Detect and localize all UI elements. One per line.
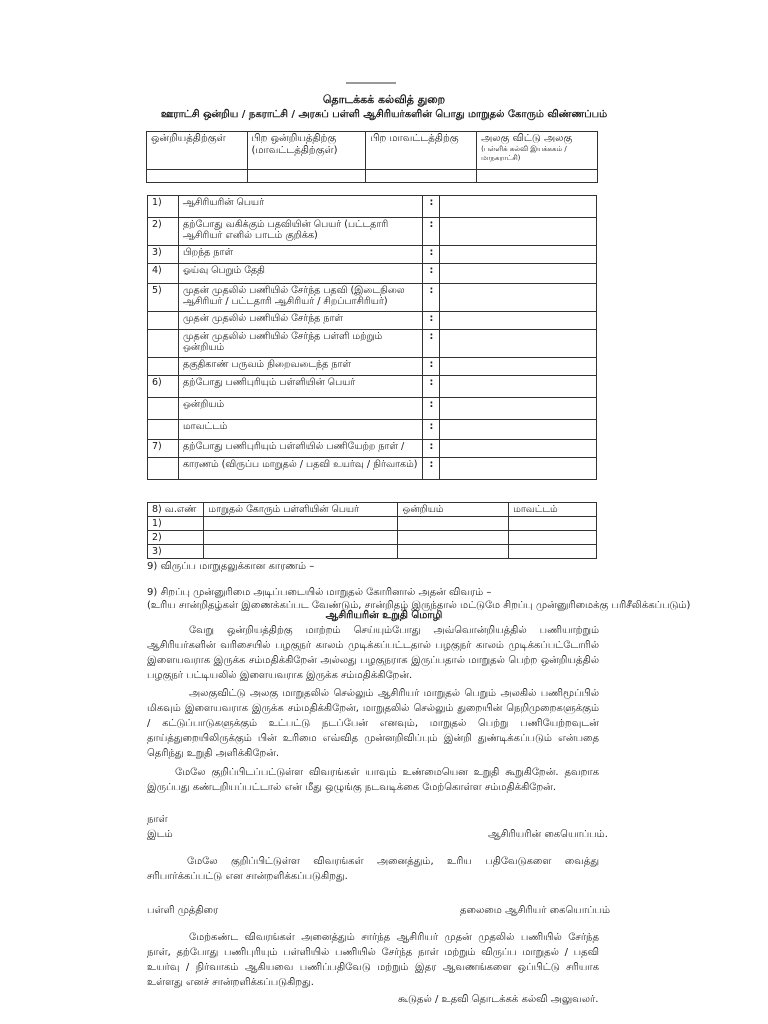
page-title: தொடக்கக் கல்வித் துறை: [322, 93, 446, 106]
choice-unit-label: அலகு விட்டு அலகு: [481, 133, 573, 144]
row-colon: :: [423, 440, 440, 458]
row-num: 2): [148, 218, 179, 246]
xfer-cell[interactable]: [204, 545, 398, 559]
row-label: காரணம் (விருப்ப மாறுதல் / பதவி உயர்வு / நிர்வாகம்): [178, 458, 422, 480]
row-colon: :: [423, 284, 440, 312]
choice-other-district: பிற மாவட்டத்திற்கு: [366, 132, 477, 170]
row-colon: :: [423, 398, 440, 420]
row-value[interactable]: [440, 218, 597, 246]
xfer-cell[interactable]: [204, 531, 398, 545]
xfer-cell[interactable]: [398, 517, 509, 531]
choice-cell[interactable]: [366, 170, 477, 183]
row-label: தற்போது பணிபுரியும் பள்ளியில் பணியேற்ற நாள் /: [178, 440, 422, 458]
row-label: ஓய்வு பெறும் தேதி: [178, 264, 422, 284]
row-value[interactable]: [440, 246, 597, 264]
row-colon: :: [423, 420, 440, 440]
row-num: [148, 312, 179, 330]
xfer-row-num: 3): [148, 545, 204, 559]
item9a-label: 9) விருப்ப மாறுதலுக்கான காரணம் –: [147, 561, 315, 572]
choice-cell[interactable]: [477, 170, 598, 183]
row-value[interactable]: [440, 376, 597, 398]
xfer-row-num: 2): [148, 531, 204, 545]
choice-cell[interactable]: [147, 170, 248, 183]
row-label: தகுதிகாண் பருவம் நிறைவடைந்த நாள்: [178, 358, 422, 376]
xfer-header-union: ஒன்றியம்: [398, 503, 509, 517]
xfer-header-district: மாவட்டம்: [509, 503, 597, 517]
row-num: [148, 458, 179, 480]
row-num: [148, 398, 179, 420]
row-colon: :: [423, 376, 440, 398]
row-num: [148, 358, 179, 376]
transfer-type-table: [146, 131, 598, 183]
row-label: முதன் முதலில் பணியில் சேர்ந்த நாள்: [178, 312, 422, 330]
pledge-paragraph-3: மேலே குறிப்பிடப்பட்டுள்ள விவரங்கள் யாவும் உண்மையென உறுதி கூறுகிறேன். தவறாக இருப்பது கண்டறியப்பட்டால் என் மீது ஒழுங்கு நடவடிக்கை மேற்கொள்ள சம்மதிக்கிறேன்.: [147, 767, 599, 793]
row-value[interactable]: [440, 264, 597, 284]
teacher-info-table: [147, 195, 597, 480]
transfer-school-table: [147, 502, 597, 559]
row-colon: :: [423, 218, 440, 246]
place-label: இடம்: [147, 829, 173, 840]
officer-signature-label: கூடுதல் / உதவி தொடக்கக் கல்வி அலுவலர்.: [398, 994, 599, 1005]
choice-other-union: பிற ஒன்றியத்திற்கு (மாவட்டத்திற்குள்): [247, 132, 366, 170]
officer-certification-paragraph: மேற்கண்ட விவரங்கள் அனைத்தும் சார்ந்த ஆசிரியர் முதன் முதலில் பணியில் சேர்ந்த நாள், தற்போது பணிபுரியும் பள்ளியில் பணியில் சேர்ந்த நாள் மற்றும் விருப்ப மாறுதல் / பதவி உயர்வு / நிர்வாகம் ஆகியவை பணிப்பதிவேடு மற்றும் இதர ஆவணங்களை ஒப்பிட்டு சரியாக உள்ளது எனச் சான்றளிக்கப்படுகிறது.: [147, 932, 599, 988]
row-label: முதன் முதலில் பணியில் சேர்ந்த பள்ளி மற்றும் ஒன்றியம்: [178, 330, 422, 358]
row-num: 3): [148, 246, 179, 264]
choice-unit-note: (பள்ளிக் கல்வி இயக்ககம் / மாநகராட்சி): [481, 145, 567, 162]
row-colon: :: [423, 358, 440, 376]
row-value[interactable]: [440, 440, 597, 458]
row-value[interactable]: [440, 420, 597, 440]
row-num: 1): [148, 196, 179, 218]
hm-signature-label: தலைமை ஆசிரியர் கையொப்பம்: [460, 905, 610, 916]
row-num: [148, 330, 179, 358]
row-value[interactable]: [440, 398, 597, 420]
row-num: 6): [148, 376, 179, 398]
item9b-label: 9) சிறப்பு முன்னுரிமை அடிப்படையில் மாறுதல் கோரினால் அதன் விவரம் –: [147, 587, 492, 598]
xfer-cell[interactable]: [204, 517, 398, 531]
xfer-cell[interactable]: [509, 517, 597, 531]
xfer-cell[interactable]: [509, 545, 597, 559]
xfer-cell[interactable]: [398, 531, 509, 545]
row-value[interactable]: [440, 330, 597, 358]
choice-unit-to-unit: [477, 132, 598, 170]
row-colon: :: [423, 312, 440, 330]
row-colon: :: [423, 330, 440, 358]
item9b-note: (உரிய சான்றிதழ்கள் இணைக்கப்பட வேண்டும், சான்றிதழ் இருந்தால் மட்டுமே சிறப்பு முன்னுரிமைக்கு பரிசீலிக்கப்படும்): [147, 600, 691, 611]
row-colon: :: [423, 458, 440, 480]
school-seal-label: பள்ளி முத்திரை: [147, 905, 219, 916]
row-value[interactable]: [440, 458, 597, 480]
choice-within-union: ஒன்றியத்திற்குள்: [147, 132, 248, 170]
row-num: [148, 420, 179, 440]
row-colon: :: [423, 196, 440, 218]
row-label: மாவட்டம்: [178, 420, 422, 440]
row-value[interactable]: [440, 312, 597, 330]
row-label: முதன் முதலில் பணியில் சேர்ந்த பதவி (இடைநிலை ஆசிரியர் / பட்டதாரி ஆசிரியர் / சிறப்பாசிரியர்): [178, 284, 422, 312]
row-label: பிறந்த நாள்: [178, 246, 422, 264]
pledge-title: ஆசிரியரின் உறுதி மொழி: [325, 610, 443, 621]
row-num: 4): [148, 264, 179, 284]
pledge-paragraph-1: வேறு ஒன்றியத்திற்கு மாற்றம் செய்யும்போது அவ்வொன்றியத்தில் பணியாற்றும் ஆசிரியர்களின் வரிசையில் பழகுநர் காலம் முடிக்கப்பட்டதால் பழகுநர் காலம் முடிக்கப்பட்டோரில் இளையவராக இருக்க சம்மதிக்கிறேன் அல்லது பழகுநராக இருப்பதால் மாறுதல் பெற்ற ஒன்றியத்தில் பழகுநர் பட்டியலில் இளையவராக இருக்க சம்மதிக்கிறேன்.: [147, 625, 599, 681]
row-value[interactable]: [440, 358, 597, 376]
row-label: தற்போது பணிபுரியும் பள்ளியின் பெயர்: [178, 376, 422, 398]
row-label: ஆசிரியரின் பெயர்: [178, 196, 422, 218]
row-num: 7): [148, 440, 179, 458]
xfer-cell[interactable]: [398, 545, 509, 559]
xfer-header-school: மாறுதல் கோரும் பள்ளியின் பெயர்: [204, 503, 398, 517]
row-colon: :: [423, 246, 440, 264]
xfer-row-num: 1): [148, 517, 204, 531]
row-num: 5): [148, 284, 179, 312]
stamp-mark: [346, 82, 396, 84]
teacher-signature-label: ஆசிரியரின் கையொப்பம்.: [488, 829, 608, 840]
page-subtitle: ஊராட்சி ஒன்றிய / நகராட்சி / அரசுப் பள்ளி ஆசிரியர்களின் பொது மாறுதல் கோரும் விண்ணப்பம்: [160, 109, 608, 120]
xfer-header-sno: 8) வ.எண்: [148, 503, 204, 517]
verification-paragraph: மேலே குறிப்பிட்டுள்ள விவரங்கள் அனைத்தும், உரிய பதிவேடுகளை வைத்து சரிபார்க்கப்பட்டு என சான்றளிக்கப்படுகிறது.: [147, 856, 599, 882]
row-label: ஒன்றியம்: [178, 398, 422, 420]
row-value[interactable]: [440, 196, 597, 218]
row-colon: :: [423, 264, 440, 284]
date-label: நாள்: [147, 814, 168, 825]
choice-cell[interactable]: [247, 170, 366, 183]
row-value[interactable]: [440, 284, 597, 312]
pledge-paragraph-2: அலகுவிட்டு அலகு மாறுதலில் செல்லும் ஆசிரியர் மாறுதல் பெறும் அலகில் பணிமூப்பில் மிகவும் இளையவராக இருக்க சம்மதிக்கிறேன், மாறுதலில் செல்லும் துறையின் நெறிமுறைகளுக்கும் / கட்டுப்பாடுகளுக்கும் உட்பட்டு நடப்பேன் எனவும், மாறுதல் பெற்று பணியேற்றவுடன் தாய்த்துறையிலிருக்கும் பின் உரிமை எவ்வித முன்னறிவிப்பும் இன்றி துண்டிக்கப்படும் என்பதை தெரிந்து உறுதி அளிக்கிறேன்.: [147, 688, 600, 759]
xfer-cell[interactable]: [509, 531, 597, 545]
row-label: தற்போது வகிக்கும் பதவியின் பெயர் (பட்டதாரி ஆசிரியர் எனில் பாடம் குறிக்க): [178, 218, 422, 246]
